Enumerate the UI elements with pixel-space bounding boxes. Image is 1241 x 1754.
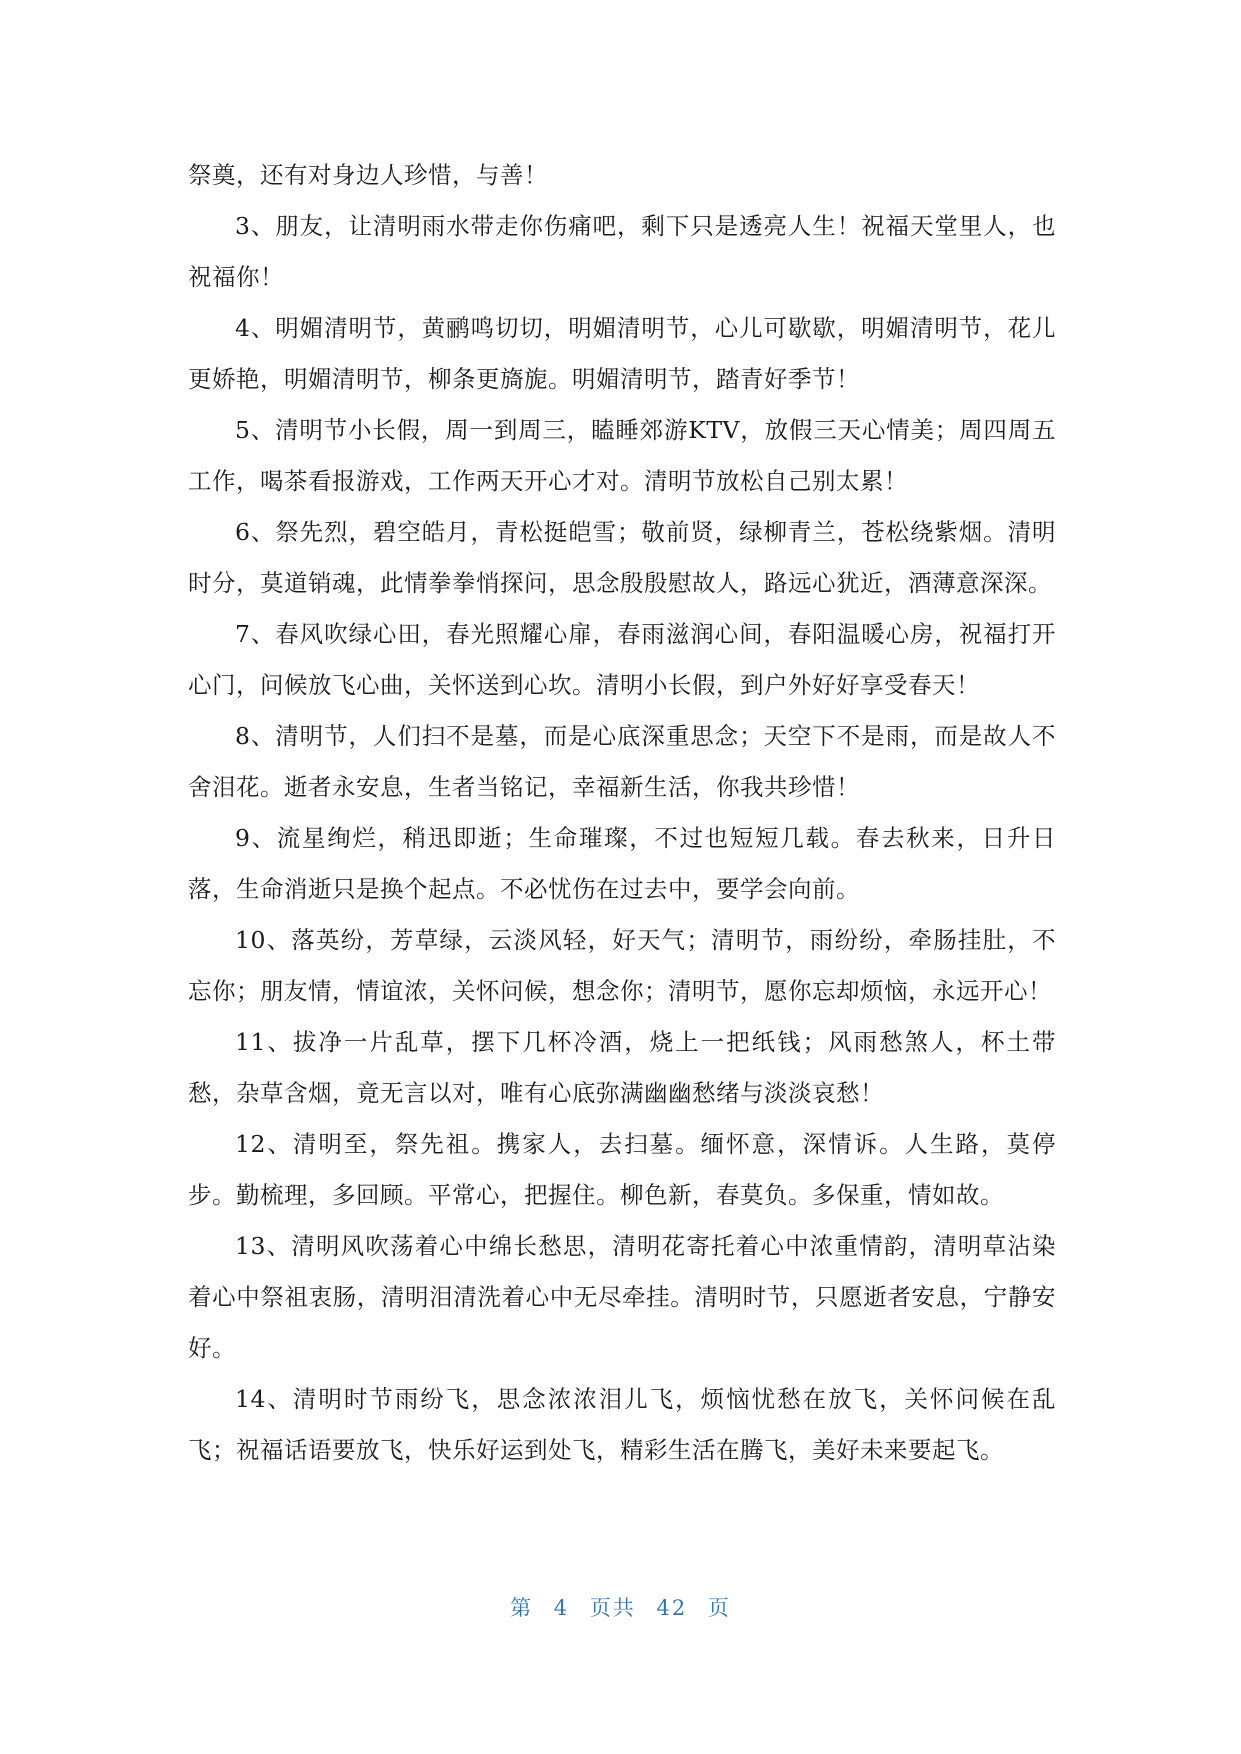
paragraph: 3、朋友，让清明雨水带走你伤痛吧，剩下只是透亮人生！祝福天堂里人，也祝福你！ <box>188 212 1056 291</box>
paragraph: 6、祭先烈，碧空皓月，青松挺皑雪；敬前贤，绿柳青兰，苍松绕紫烟。清明时分，莫道销魂，此情拳拳悄探问，思念殷殷慰故人，路远心犹近，酒薄意深深。 <box>188 518 1056 597</box>
paragraph: 14、清明时节雨纷飞，思念浓浓泪儿飞，烦恼忧愁在放飞，关怀问候在乱飞；祝福话语要放飞，快乐好运到处飞，精彩生活在腾飞，美好未来要起飞。 <box>188 1385 1056 1464</box>
paragraph: 11、拔净一片乱草，摆下几杯冷酒，烧上一把纸钱；风雨愁煞人，杯土带愁，杂草含烟，竟无言以对，唯有心底弥满幽幽愁绪与淡淡哀愁！ <box>188 1028 1056 1107</box>
page-footer <box>0 1592 1241 1622</box>
paragraph: 5、清明节小长假，周一到周三，瞌睡郊游KTV，放假三天心情美；周四周五工作，喝茶看报游戏，工作两天开心才对。清明节放松自己别太累！ <box>188 416 1056 495</box>
footer-mid: 页共 <box>589 1596 636 1620</box>
paragraph: 10、落英纷，芳草绿，云淡风轻，好天气；清明节，雨纷纷，牵肠挂肚，不忘你；朋友情，情谊浓，关怀问候，想念你；清明节，愿你忘却烦恼，永远开心！ <box>188 926 1056 1005</box>
paragraph: 8、清明节，人们扫不是墓，而是心底深重思念；天空下不是雨，而是故人不舍泪花。逝者永安息，生者当铭记，幸福新生活，你我共珍惜！ <box>188 722 1056 801</box>
total-pages-number: 42 <box>656 1596 688 1620</box>
paragraph: 12、清明至，祭先祖。携家人，去扫墓。缅怀意，深情诉。人生路，莫停步。勤梳理，多回顾。平常心，把握住。柳色新，春莫负。多保重，情如故。 <box>188 1130 1056 1209</box>
footer-suffix: 页 <box>707 1596 731 1620</box>
paragraph: 祭奠，还有对身边人珍惜，与善！ <box>188 161 548 189</box>
footer-prefix: 第 <box>510 1596 534 1620</box>
paragraph: 7、春风吹绿心田，春光照耀心扉，春雨滋润心间，春阳温暖心房，祝福打开心门，问候放飞心曲，关怀送到心坎。清明小长假，到户外好好享受春天！ <box>188 620 1056 699</box>
paragraph: 9、流星绚烂，稍迅即逝；生命璀璨，不过也短短几载。春去秋来，日升日落，生命消逝只是换个起点。不必忧伤在过去中，要学会向前。 <box>188 824 1056 903</box>
document-body <box>188 150 1056 1476</box>
paragraph: 13、清明风吹荡着心中绵长愁思，清明花寄托着心中浓重情韵，清明草沾染着心中祭祖衷肠，清明泪清洗着心中无尽牵挂。清明时节，只愿逝者安息，宁静安好。 <box>188 1232 1056 1362</box>
current-page-number: 4 <box>553 1596 570 1620</box>
paragraph: 4、明媚清明节，黄鹂鸣切切，明媚清明节，心儿可歇歇，明媚清明节，花儿更娇艳，明媚清明节，柳条更旖旎。明媚清明节，踏青好季节！ <box>188 314 1056 393</box>
